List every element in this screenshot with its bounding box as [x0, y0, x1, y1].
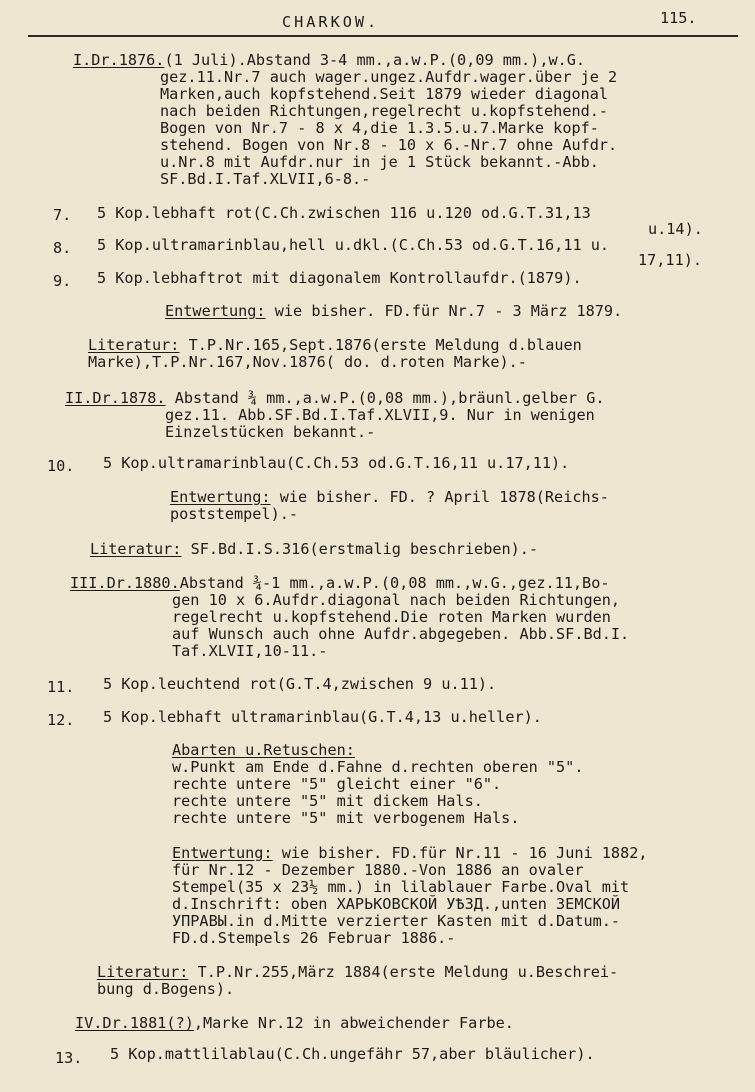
entwertung-3-line: Stempel(35 x 23½ mm.) in lilablauer Farbe.Oval mit [172, 878, 630, 896]
entry-number: 8. [53, 239, 72, 257]
literatur-3-line2: bung d.Bogens). [97, 980, 235, 998]
entwertung-3-line: d.Inschrift: oben ХАРЬКОВСКОЙ УѢЗД.,unten ЗЕМСКОЙ [172, 895, 621, 913]
dr3-line: Taf.XLVII,10-11.- [172, 642, 328, 660]
dr1-line: SF.Bd.I.Taf.XLVII,6-8.- [160, 170, 371, 188]
section-heading-dr3: III.Dr.1880.Abstand ¾-1 mm.,a.w.P.(0,08 mm.,w.G.,gez.11,Bo- [70, 574, 610, 592]
entry-continuation: 17,11). [638, 251, 703, 269]
abarten-item: rechte untere "5" mit dickem Hals. [172, 792, 483, 810]
dr1-line: nach beiden Richtungen,regelrecht u.kopfstehend.- [160, 102, 609, 120]
entry-text: 5 Kop.lebhaft rot(C.Ch.zwischen 116 u.120 od.G.T.31,13 [97, 204, 591, 222]
header-rule [28, 35, 738, 37]
entry-text: 5 Kop.lebhaftrot mit diagonalem Kontrollaufdr.(1879). [97, 269, 582, 287]
entry-number: 13. [55, 1049, 83, 1067]
dr1-line: Marken,auch kopfstehend.Seit 1879 wieder diagonal [160, 85, 609, 103]
section-heading-dr2: II.Dr.1878. Abstand ¾ mm.,a.w.P.(0,08 mm.),bräunl.gelber G. [65, 389, 605, 407]
page-number: 115. [660, 9, 697, 27]
entwertung-1: Entwertung: wie bisher. FD.für Nr.7 - 3 März 1879. [165, 302, 623, 320]
entwertung-2: Entwertung: wie bisher. FD. ? April 1878(Reichs- [170, 488, 609, 506]
entry-number: 10. [47, 457, 75, 475]
entry-text: 5 Kop.leuchtend rot(G.T.4,zwischen 9 u.11). [103, 675, 497, 693]
dr1-line: gez.11.Nr.7 auch wager.ungez.Aufdr.wager.über je 2 [160, 68, 618, 86]
entry-number: 9. [53, 272, 72, 290]
literatur-3: Literatur: T.P.Nr.255,März 1884(erste Meldung u.Beschrei- [97, 963, 619, 981]
dr3-line: gen 10 x 6.Aufdr.diagonal nach beiden Richtungen, [172, 591, 621, 609]
entry-text: 5 Kop.lebhaft ultramarinblau(G.T.4,13 u.heller). [103, 708, 542, 726]
entry-text: 5 Kop.ultramarinblau(C.Ch.53 od.G.T.16,11 u.17,11). [103, 454, 570, 472]
dr1-line: u.Nr.8 mit Aufdr.nur in je 1 Stück bekannt.-Abb. [160, 153, 599, 171]
entry-text: 5 Kop.mattlilablau(C.Ch.ungefähr 57,aber bläulicher). [110, 1045, 595, 1063]
entwertung-3-line: für Nr.12 - Dezember 1880.-Von 1886 an ovaler [172, 861, 584, 879]
section-heading-dr4: IV.Dr.1881(?),Marke Nr.12 in abweichender Farbe. [75, 1014, 514, 1032]
dr3-line: regelrecht u.kopfstehend.Die roten Marken wurden [172, 608, 611, 626]
entwertung-2-line2: poststempel).- [170, 505, 299, 523]
dr3-line: auf Wunsch auch ohne Aufdr.abgegeben. Abb.SF.Bd.I. [172, 625, 630, 643]
abarten-item: rechte untere "5" mit verbogenem Hals. [172, 809, 520, 827]
dr1-line: stehend. Bogen von Nr.8 - 10 x 6.-Nr.7 ohne Aufdr. [160, 136, 618, 154]
abarten-label: Abarten u.Retuschen: [172, 741, 355, 759]
dr2-line: gez.11. Abb.SF.Bd.I.Taf.XLVII,9. Nur in wenigen [165, 406, 595, 424]
abarten-item: w.Punkt am Ende d.Fahne d.rechten oberen "5". [172, 758, 584, 776]
literatur-1: Literatur: T.P.Nr.165,Sept.1876(erste Meldung d.blauen [88, 336, 582, 354]
abarten-item: rechte untere "5" gleicht einer "6". [172, 775, 502, 793]
dr1-line: Bogen von Nr.7 - 8 x 4,die 1.3.5.u.7.Marke kopf- [160, 119, 599, 137]
entry-number: 11. [47, 678, 75, 696]
entwertung-3-line: УПРАВЫ.in d.Mitte verzierter Kasten mit d.Datum.- [172, 912, 621, 930]
section-heading-dr1: I.Dr.1876.(1 Juli).Abstand 3-4 mm.,a.w.P.(0,09 mm.),w.G. [73, 51, 586, 69]
entwertung-3: Entwertung: wie bisher. FD.für Nr.11 - 16 Juni 1882, [172, 844, 648, 862]
entry-number: 12. [47, 711, 75, 729]
entry-continuation: u.14). [648, 220, 703, 238]
entwertung-3-line: FD.d.Stempels 26 Februar 1886.- [172, 929, 456, 947]
entry-number: 7. [53, 206, 72, 224]
page-title: CHARKOW. [282, 13, 380, 31]
dr2-line: Einzelstücken bekannt.- [165, 423, 376, 441]
literatur-2: Literatur: SF.Bd.I.S.316(erstmalig beschrieben).- [90, 540, 539, 558]
entry-text: 5 Kop.ultramarinblau,hell u.dkl.(C.Ch.53 od.G.T.16,11 u. [97, 236, 610, 254]
literatur-1-line2: Marke),T.P.Nr.167,Nov.1876( do. d.roten Marke).- [88, 353, 527, 371]
